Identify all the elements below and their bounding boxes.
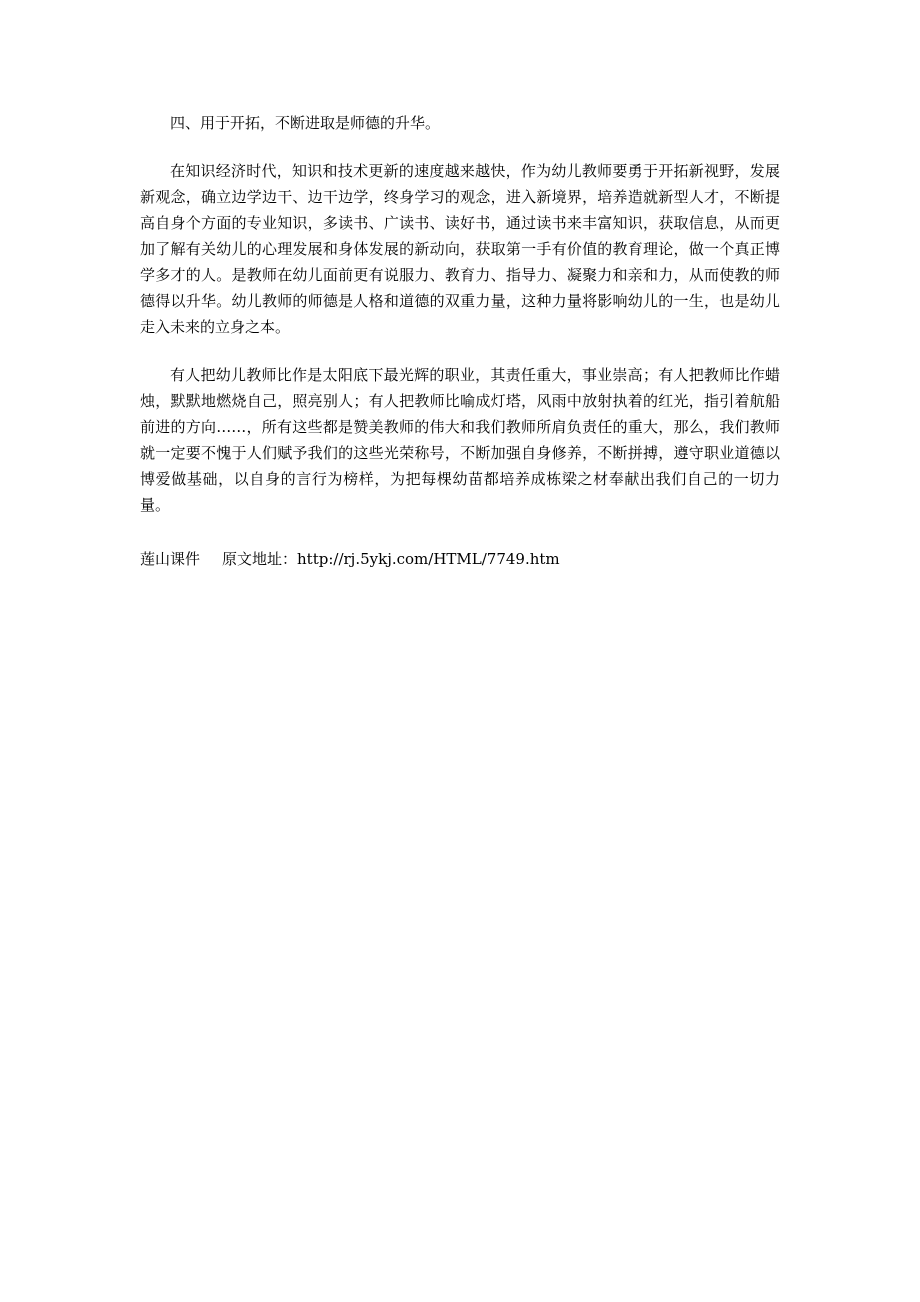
source-url: 原文地址：http://rj.5ykj.com/HTML/7749.htm	[222, 550, 560, 568]
source-footer	[140, 546, 560, 572]
section-heading: 四、用于开拓，不断进取是师德的升华。	[170, 114, 441, 132]
paragraph-2: 有人把幼儿教师比作是太阳底下最光辉的职业，其责任重大，事业崇高；有人把教师比作蜡烛，默默地燃烧自己，照亮别人；有人把教师比喻成灯塔，风雨中放射执着的红光，指引着航船前进的方向……，所有这些都是赞美教师的伟大和我们教师所肩负责任的重大，那么，我们教师就一定要不愧于人们赋予我们的这些光荣称号，不断加强自身修养，不断拼搏，遵守职业道德以博爱做基础，以自身的言行为榜样，为把每棵幼苗都培养成栋梁之材奉献出我们自己的一切力量。	[140, 366, 780, 514]
source-name: 莲山课件	[140, 550, 201, 568]
document-body	[140, 110, 780, 540]
paragraph-1: 在知识经济时代，知识和技术更新的速度越来越快，作为幼儿教师要勇于开拓新视野，发展新观念，确立边学边干、边干边学，终身学习的观念，进入新境界，培养造就新型人才，不断提高自身个方面的专业知识，多读书、广读书、读好书，通过读书来丰富知识，获取信息，从而更加了解有关幼儿的心理发展和身体发展的新动向，获取第一手有价值的教育理论，做一个真正博学多才的人。是教师在幼儿面前更有说服力、教育力、指导力、凝聚力和亲和力，从而使教的师德得以升华。幼儿教师的师德是人格和道德的双重力量，这种力量将影响幼儿的一生，也是幼儿走入未来的立身之本。	[140, 162, 780, 336]
